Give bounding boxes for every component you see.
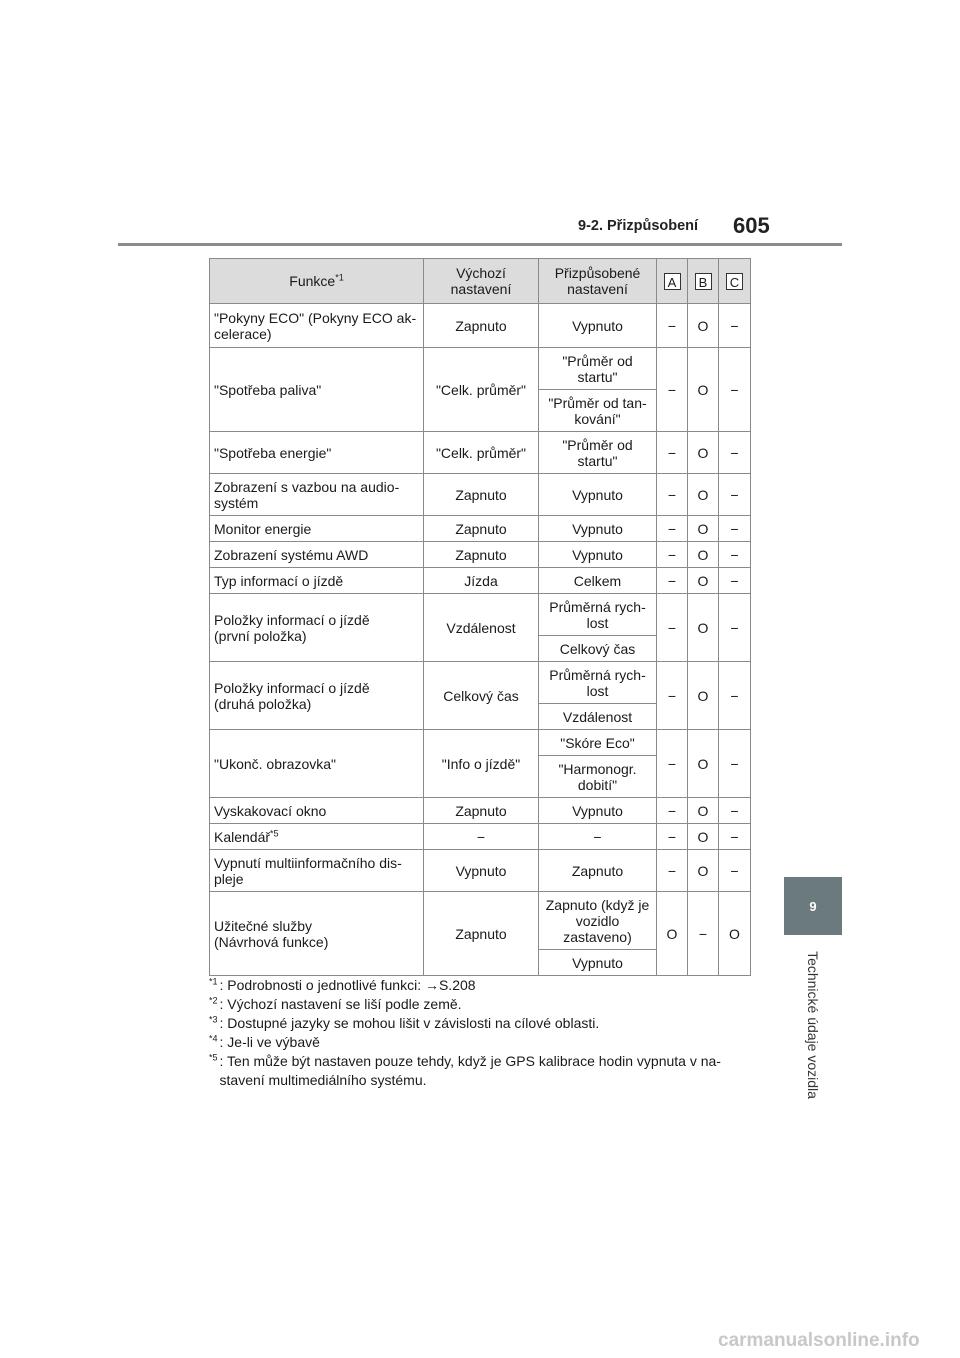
cell-default: −	[424, 824, 539, 850]
cell-default: Vzdálenost	[424, 594, 539, 662]
cell-b: O	[688, 594, 719, 662]
header-rule	[118, 243, 842, 246]
cell-default: Zapnuto	[424, 304, 539, 348]
cell-function: Vyskakovací okno	[210, 798, 424, 824]
cell-function: Zobrazení s vazbou na audio-systém	[210, 474, 424, 516]
cell-c: −	[719, 304, 751, 348]
cell-a: −	[657, 348, 688, 432]
cell-a: −	[657, 516, 688, 542]
cell-custom: "Průměr od tan-kování"	[539, 390, 657, 432]
cell-c: −	[719, 824, 751, 850]
cell-function: Monitor energie	[210, 516, 424, 542]
cell-a: −	[657, 474, 688, 516]
cell-c: −	[719, 662, 751, 730]
table-row	[210, 568, 751, 594]
cell-default: Zapnuto	[424, 516, 539, 542]
header-b: B	[688, 259, 719, 304]
table-row	[210, 516, 751, 542]
cell-custom: Zapnuto (když je vozidlo zastaveno)	[539, 892, 657, 950]
cell-a: −	[657, 850, 688, 892]
cell-c: −	[719, 542, 751, 568]
footnote: $^{*4}$ : Je-li ve výbavě	[209, 1033, 320, 1050]
table-row	[210, 348, 751, 390]
cell-function: Položky informací o jízdě (druhá položka)	[210, 662, 424, 730]
header-function: Funkce$^{*1}$	[210, 259, 424, 304]
cell-function: Vypnutí multiinformačního dis-pleje	[210, 850, 424, 892]
cell-function: "Ukonč. obrazovka"	[210, 730, 424, 798]
cell-c: −	[719, 850, 751, 892]
cell-custom: Vypnuto	[539, 516, 657, 542]
cell-a: −	[657, 568, 688, 594]
cell-custom: Zapnuto	[539, 850, 657, 892]
cell-custom: Vypnuto	[539, 542, 657, 568]
cell-default: Zapnuto	[424, 892, 539, 976]
table-row	[210, 824, 751, 850]
table-row	[210, 662, 751, 704]
cell-custom: Průměrná rych-lost	[539, 594, 657, 636]
cell-custom: Vypnuto	[539, 304, 657, 348]
cell-b: O	[688, 850, 719, 892]
cell-c: −	[719, 516, 751, 542]
footnote: $^{*3}$ : Dostupné jazyky se mohou lišit v závislosti na cílové oblasti.	[209, 1014, 600, 1031]
cell-a: −	[657, 432, 688, 474]
cell-b: O	[688, 348, 719, 432]
cell-c: −	[719, 568, 751, 594]
header-default: Výchozí nastavení	[424, 259, 539, 304]
cell-c: O	[719, 892, 751, 976]
chapter-label: Technické údaje vozidla	[805, 951, 821, 1099]
cell-a: −	[657, 304, 688, 348]
table-row	[210, 432, 751, 474]
cell-function: "Spotřeba paliva"	[210, 348, 424, 432]
cell-b: O	[688, 304, 719, 348]
cell-default: "Celk. průměr"	[424, 432, 539, 474]
cell-custom: Vypnuto	[539, 950, 657, 976]
cell-b: O	[688, 516, 719, 542]
cell-custom: Vzdálenost	[539, 704, 657, 730]
cell-b: O	[688, 568, 719, 594]
watermark: carmanualsonline.info	[718, 1330, 920, 1351]
cell-function: Zobrazení systému AWD	[210, 542, 424, 568]
table-row	[210, 892, 751, 950]
cell-function: Kalendář$^{*5}$	[210, 824, 424, 850]
cell-a: −	[657, 662, 688, 730]
cell-b: −	[688, 892, 719, 976]
chapter-tab[interactable]: 9	[784, 877, 842, 935]
cell-default: Celkový čas	[424, 662, 539, 730]
table-row	[210, 304, 751, 348]
table-row	[210, 474, 751, 516]
footnotes	[209, 976, 754, 1090]
cell-custom: Vypnuto	[539, 474, 657, 516]
cell-custom: Průměrná rych-lost	[539, 662, 657, 704]
cell-function: "Pokyny ECO" (Pokyny ECO ak-celerace)	[210, 304, 424, 348]
cell-custom: "Průměr od startu"	[539, 348, 657, 390]
cell-c: −	[719, 594, 751, 662]
cell-custom: "Harmonogr. dobití"	[539, 756, 657, 798]
cell-default: Zapnuto	[424, 474, 539, 516]
page-number: 605	[733, 213, 770, 238]
cell-c: −	[719, 798, 751, 824]
cell-default: "Info o jízdě"	[424, 730, 539, 798]
table-row	[210, 730, 751, 756]
cell-custom: Vypnuto	[539, 798, 657, 824]
cell-b: O	[688, 824, 719, 850]
table-header-row	[210, 259, 751, 304]
cell-custom: "Průměr od startu"	[539, 432, 657, 474]
cell-c: −	[719, 348, 751, 432]
table-row	[210, 594, 751, 636]
table-row	[210, 798, 751, 824]
cell-b: O	[688, 662, 719, 730]
cell-default: "Celk. průměr"	[424, 348, 539, 432]
cell-b: O	[688, 730, 719, 798]
table-row	[210, 542, 751, 568]
cell-b: O	[688, 798, 719, 824]
cell-function: Užitečné služby (Návrhová funkce)	[210, 892, 424, 976]
cell-default: Jízda	[424, 568, 539, 594]
cell-default: Zapnuto	[424, 798, 539, 824]
cell-a: −	[657, 730, 688, 798]
cell-a: −	[657, 824, 688, 850]
section-title: 9-2. Přizpůsobení	[578, 218, 699, 234]
cell-a: −	[657, 798, 688, 824]
cell-custom: Celkem	[539, 568, 657, 594]
cell-b: O	[688, 474, 719, 516]
header-custom: Přizpůsobené nastavení	[539, 259, 657, 304]
cell-c: −	[719, 432, 751, 474]
footnote: $^{*2}$ : Výchozí nastavení se liší podle země.	[209, 995, 462, 1012]
cell-a: −	[657, 542, 688, 568]
cell-custom: "Skóre Eco"	[539, 730, 657, 756]
cell-b: O	[688, 542, 719, 568]
cell-b: O	[688, 432, 719, 474]
cell-a: O	[657, 892, 688, 976]
header-c: C	[719, 259, 751, 304]
cell-function: Položky informací o jízdě (první položka)	[210, 594, 424, 662]
cell-c: −	[719, 730, 751, 798]
cell-default: Zapnuto	[424, 542, 539, 568]
cell-custom: Celkový čas	[539, 636, 657, 662]
header-a: A	[657, 259, 688, 304]
footnote: $^{*5}$ : Ten může být nastaven pouze tehdy, když je GPS kalibrace hodin vypnuta v na-stavení multimediálního systému.	[209, 1052, 721, 1088]
settings-table	[209, 258, 751, 976]
cell-custom: −	[539, 824, 657, 850]
cell-c: −	[719, 474, 751, 516]
cell-default: Vypnuto	[424, 850, 539, 892]
footnote: $^{*1}$ : Podrobnosti o jednotlivé funkci: →S.208	[209, 976, 476, 993]
table-row	[210, 850, 751, 892]
cell-function: Typ informací o jízdě	[210, 568, 424, 594]
cell-function: "Spotřeba energie"	[210, 432, 424, 474]
cell-a: −	[657, 594, 688, 662]
